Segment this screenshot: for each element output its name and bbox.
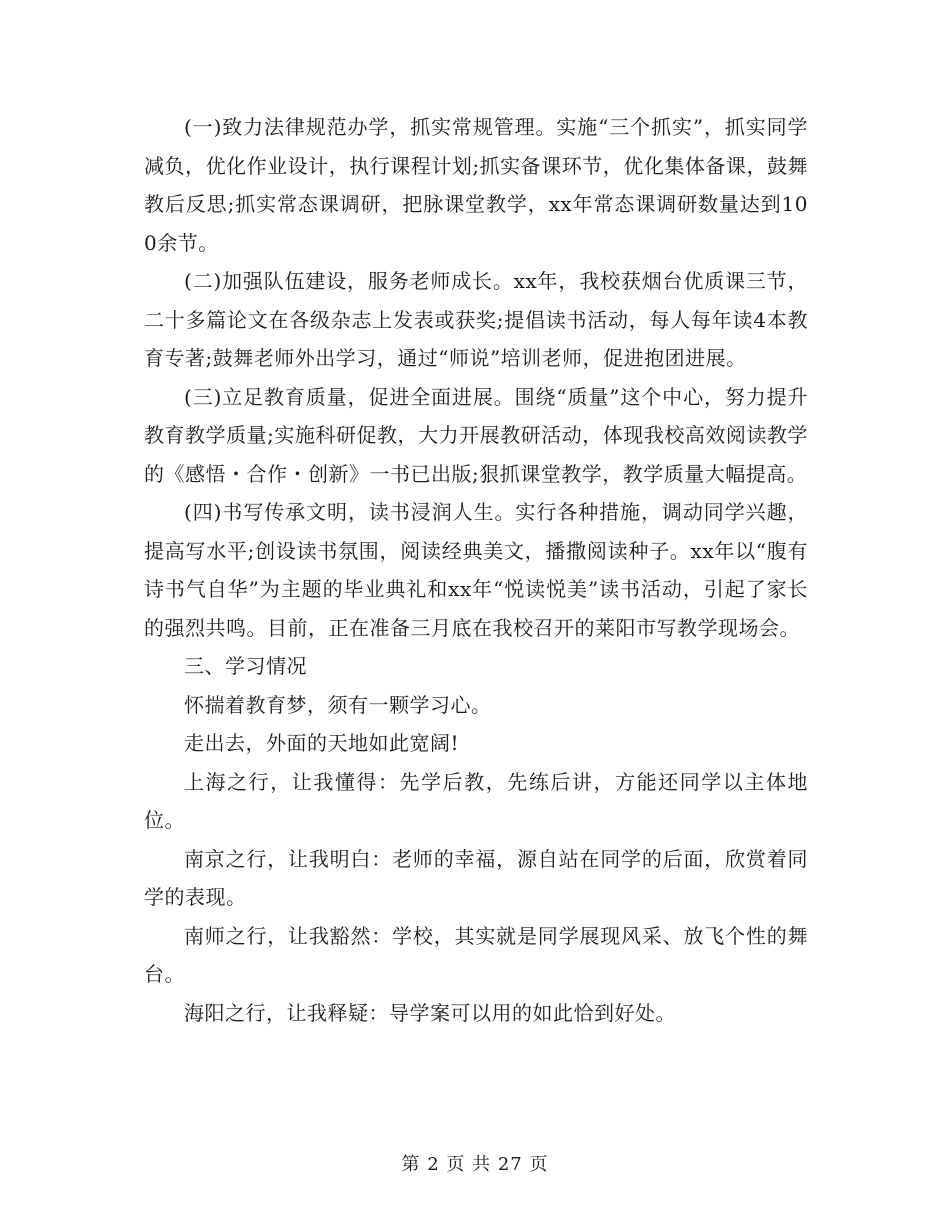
paragraph-10: 南师之行，让我豁然：学校，其实就是同学展现风采、放飞个性的舞台。 [144,923,808,986]
page-number-footer: 第 2 页 共 27 页 [401,1154,549,1175]
paragraph-6: 怀揣着教育梦，须有一颗学习心。 [184,692,492,717]
paragraph-1: (一)致力法律规范办学，抓实常规管理。实施“三个抓实”，抓实同学减负，优化作业设计，执行课程计划;抓实备课环节，优化集体备课，鼓舞教后反思;抓实常态课调研，把脉课堂教学，xx年常态课调研数量达到100余节。 [144,115,808,255]
paragraph-2: (二)加强队伍建设，服务老师成长。xx年，我校获烟台优质课三节，二十多篇论文在各级杂志上发表或获奖;提倡读书活动，每人每年读4本教育专著;鼓舞老师外出学习，通过“师说”培训老师，促进抱团进展。 [144,269,808,370]
paragraph-3: (三)立足教育质量，促进全面进展。围绕“质量”这个中心，努力提升教育教学质量;实施科研促教，大力开展教研活动，体现我校高效阅读教学的《感悟・合作・创新》一书已出版;狠抓课堂教学，教学质量大幅提高。 [144,384,808,486]
section-heading-learning: 三、学习情况 [184,654,307,678]
document-body [144,108,808,1032]
paragraph-11: 海阳之行，让我释疑：导学案可以用的如此恰到好处。 [184,1000,676,1025]
paragraph-4: (四)书写传承文明，读书浸润人生。实行各种措施，调动同学兴趣，提高写水平;创设读书氛围，阅读经典美文，播撒阅读种子。xx年以“腹有诗书气自华”为主题的毕业典礼和xx年“悦读悦美”读书活动，引起了家长的强烈共鸣。目前，正在准备三月底在我校召开的莱阳市写教学现场会。 [144,500,808,640]
paragraph-8: 上海之行，让我懂得：先学后教，先练后讲，方能还同学以主体地位。 [144,769,808,832]
paragraph-9: 南京之行，让我明白：老师的幸福，源自站在同学的后面，欣赏着同学的表现。 [144,846,808,909]
paragraph-7: 走出去，外面的天地如此宽阔! [184,731,460,755]
